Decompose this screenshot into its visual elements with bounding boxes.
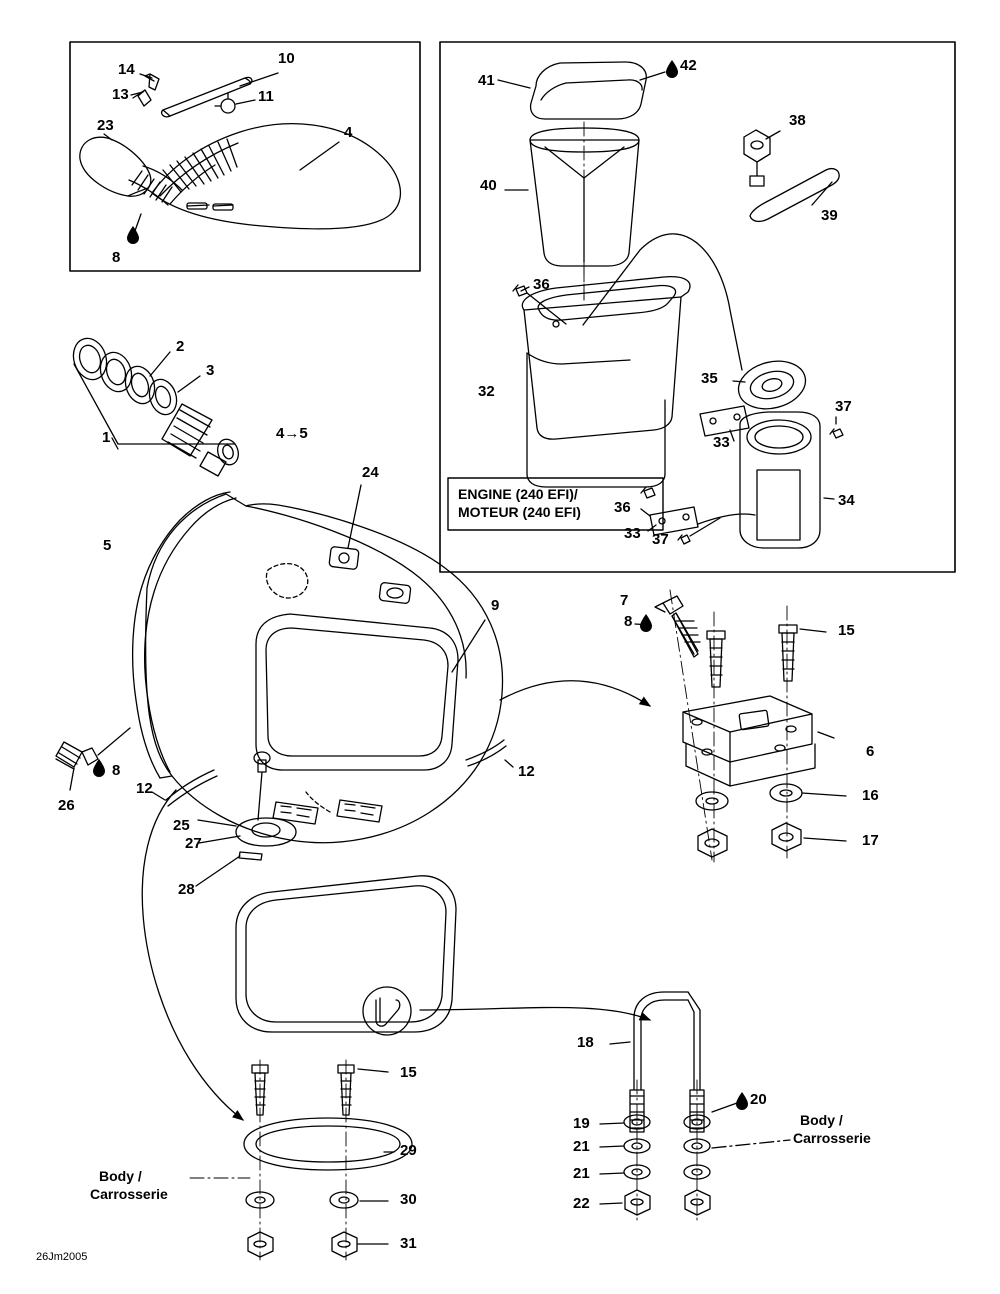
callout-33: 33 — [713, 434, 730, 451]
engine-note-line2: MOTEUR (240 EFI) — [458, 504, 581, 520]
callout-1: 1 — [102, 429, 111, 446]
callout-26: 26 — [58, 797, 75, 814]
callout-24: 24 — [362, 464, 379, 481]
body-note-right-line2: Carrosserie — [793, 1130, 871, 1146]
callout-28: 28 — [178, 881, 195, 898]
callout-32: 32 — [478, 383, 495, 400]
callout-18: 18 — [577, 1034, 594, 1051]
callout-2: 2 — [176, 338, 185, 355]
callout-29: 29 — [400, 1142, 417, 1159]
callout-11: 11 — [258, 88, 274, 105]
callout-38: 38 — [789, 112, 806, 129]
callout-8-c: 8 — [112, 762, 121, 779]
callout-15: 15 — [838, 622, 855, 639]
callout-8: 8 — [112, 249, 121, 266]
callout-21: 21 — [573, 1138, 590, 1155]
callout-21-b: 21 — [573, 1165, 590, 1182]
callout-8-b: 8 — [624, 613, 633, 630]
callout-10: 10 — [278, 50, 295, 67]
callout-37-b: 37 — [652, 531, 669, 548]
callout-9: 9 — [491, 597, 500, 614]
callout-23: 23 — [97, 117, 114, 134]
callout-3: 3 — [206, 362, 215, 379]
engine-note-line1: ENGINE (240 EFI)/ — [458, 486, 578, 502]
body-note-left-line1: Body / — [99, 1168, 142, 1184]
callout-31: 31 — [400, 1235, 417, 1252]
callout-41: 41 — [478, 72, 495, 89]
callout-19: 19 — [573, 1115, 590, 1132]
callout-4: 4 — [344, 124, 353, 141]
callout-37: 37 — [835, 398, 852, 415]
callout-34: 34 — [838, 492, 855, 509]
callout-16: 16 — [862, 787, 879, 804]
callout-36-b: 36 — [614, 499, 631, 516]
callout-36: 36 — [533, 276, 550, 293]
body-note-left-line2: Carrosserie — [90, 1186, 168, 1202]
callout-7: 7 — [620, 592, 629, 609]
callout-35: 35 — [701, 370, 718, 387]
callout-5: 5 — [103, 537, 112, 554]
callout-14: 14 — [118, 61, 135, 78]
callout-15-b: 15 — [400, 1064, 417, 1081]
callout-30: 30 — [400, 1191, 417, 1208]
callout-17: 17 — [862, 832, 879, 849]
callout-39: 39 — [821, 207, 838, 224]
callout-20: 20 — [750, 1091, 767, 1108]
callout-6: 6 — [866, 743, 875, 760]
callout-12: 12 — [518, 763, 535, 780]
callout-13: 13 — [112, 86, 129, 103]
callout-27: 27 — [185, 835, 202, 852]
body-note-right-line1: Body / — [800, 1112, 843, 1128]
callout-22: 22 — [573, 1195, 590, 1212]
diagram-code: 26Jm2005 — [36, 1251, 88, 1263]
callout-25: 25 — [173, 817, 190, 834]
callout-33-b: 33 — [624, 525, 641, 542]
arrow-note-4-to-5: 4→5 — [276, 425, 308, 442]
callout-42: 42 — [680, 57, 697, 74]
callout-12-b: 12 — [136, 780, 153, 797]
callout-40: 40 — [480, 177, 497, 194]
